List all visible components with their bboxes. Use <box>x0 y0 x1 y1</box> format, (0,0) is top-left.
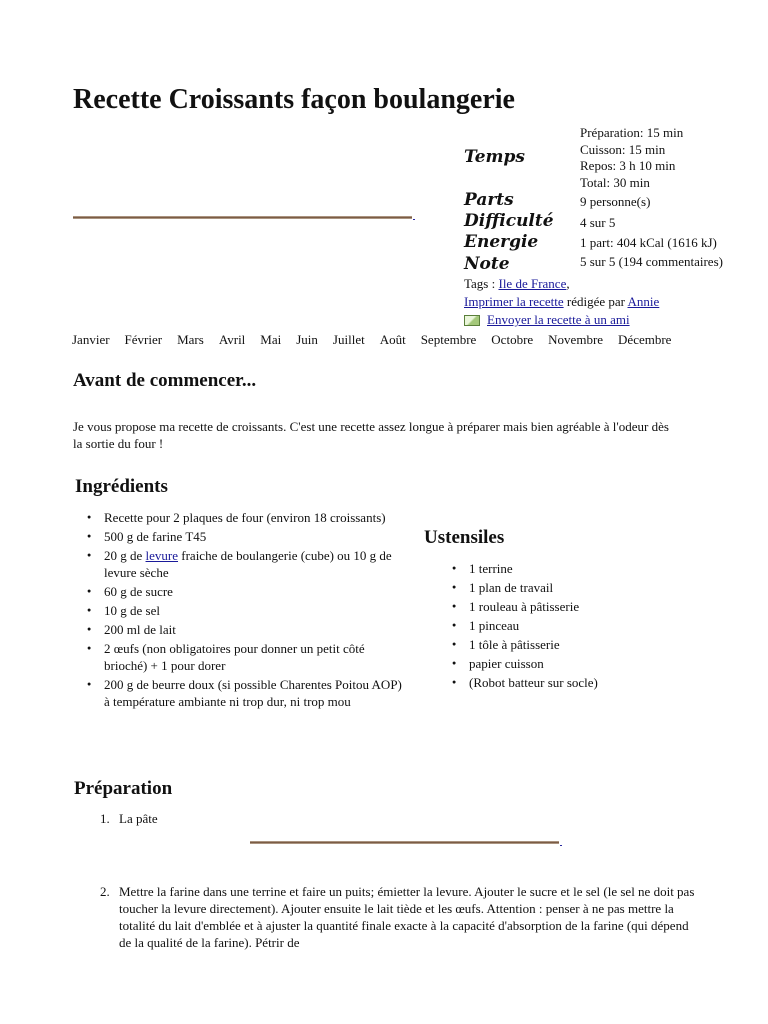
energie-value: 1 part: 404 kCal (1616 kJ) <box>580 235 717 250</box>
ustensiles-list-wrap <box>442 560 742 693</box>
note-value: 5 sur 5 (194 commentaires) <box>580 254 723 269</box>
email-icon[interactable] <box>464 315 480 326</box>
ustensile-item: ● 1 tôle à pâtisserie <box>442 636 742 653</box>
step-text: La pâte <box>119 811 158 826</box>
parts-value: 9 personne(s) <box>580 194 651 209</box>
page-title: Recette Croissants façon boulangerie <box>73 84 515 115</box>
ingredients-list-wrap <box>94 509 424 712</box>
preparation-heading: Préparation <box>74 778 173 799</box>
print-middle-text: rédigée par <box>563 294 628 309</box>
difficulte-label: Difficulté <box>464 211 554 231</box>
tag-link[interactable]: Ile de France <box>498 276 567 291</box>
ingredient-item <box>77 547 407 581</box>
ustensiles-heading: Ustensiles <box>424 527 505 548</box>
energie-label: Energie <box>464 232 539 252</box>
month-octobre[interactable]: Octobre <box>491 332 534 347</box>
email-friend-link[interactable]: Envoyer la recette à un ami <box>487 312 630 327</box>
parts-label: Parts <box>464 190 514 210</box>
temps-repos: Repos: 3 h 10 min <box>580 158 676 173</box>
step-image-link-tail[interactable] <box>560 845 562 846</box>
avant-heading: Avant de commencer... <box>73 370 257 391</box>
month-septembre[interactable]: Septembre <box>420 332 477 347</box>
month-decembre[interactable]: Décembre <box>618 332 672 347</box>
email-line <box>464 312 630 328</box>
temps-cuisson: Cuisson: 15 min <box>580 141 666 157</box>
levure-link[interactable]: levure <box>145 548 179 563</box>
ingredient-item: ● 500 g de farine T45 <box>77 528 407 545</box>
month-mai[interactable]: Mai <box>260 332 282 347</box>
tags-suffix: , <box>566 276 570 291</box>
recipe-image-placeholder <box>73 216 412 219</box>
author-link[interactable]: Annie <box>627 294 660 309</box>
ingredients-list <box>77 509 407 710</box>
ustensile-item: ● 1 rouleau à pâtisserie <box>442 598 742 615</box>
step-number: 2. <box>100 884 110 899</box>
month-fevrier[interactable]: Février <box>124 332 163 347</box>
avant-text: Je vous propose ma recette de croissants. C'est une recette assez longue à préparer mais bien agréable à l'odeur dès la sortie du four ! <box>73 419 669 451</box>
note-label: Note <box>464 254 510 274</box>
temps-label: Temps <box>464 147 525 167</box>
ingredient-item: ● 10 g de sel <box>77 602 407 619</box>
ingredient-item: ● 200 g de beurre doux (si possible Charentes Poitou AOP) à température ambiante ni trop dur, ni trop mou <box>77 676 407 710</box>
month-aout[interactable]: Août <box>379 332 406 347</box>
ingredients-heading: Ingrédients <box>75 476 168 497</box>
print-recipe-link[interactable]: Imprimer la recette <box>464 294 564 309</box>
ingredient-item: ● 2 œufs (non obligatoires pour donner un petit côté brioché) + 1 pour dorer <box>77 640 407 674</box>
print-line <box>464 294 659 310</box>
month-janvier[interactable]: Janvier <box>72 332 110 347</box>
tags-prefix: Tags : <box>464 276 499 291</box>
month-avril[interactable]: Avril <box>218 332 246 347</box>
step-number: 1. <box>100 811 110 826</box>
ustensile-item: ● 1 terrine <box>442 560 742 577</box>
ingredient-item: ● 200 ml de lait <box>77 621 407 638</box>
ustensiles-list <box>442 560 742 691</box>
month-juin[interactable]: Juin <box>296 332 318 347</box>
month-novembre[interactable]: Novembre <box>548 332 604 347</box>
step-image-placeholder <box>250 841 559 844</box>
ustensile-item: ● 1 pinceau <box>442 617 742 634</box>
step-text: Mettre la farine dans une terrine et faire un puits; émietter la levure. Ajouter le sucre et le sel (le sel ne doit pas toucher la levure directement). Ajouter ensuite le lait tiède et les œufs. Attention : penser à ne pas mettre la totalité du lait d'emblée et à ajuster la quantité finale exacte à la capacité d'absorption de la farine (qui dépend de la qualité de la farine). Pétrir de <box>119 884 695 950</box>
month-mars[interactable]: Mars <box>177 332 204 347</box>
month-juillet[interactable]: Juillet <box>332 332 365 347</box>
ustensile-item: ● papier cuisson <box>442 655 742 672</box>
temps-total: Total: 30 min <box>580 174 650 190</box>
ingredient-item: ● Recette pour 2 plaques de four (environ 18 croissants) <box>77 509 407 526</box>
ingredient-text: 20 g de <box>104 548 146 563</box>
ingredient-text: fraiche de boulangerie (cube) ou 10 g de levure sèche <box>104 548 392 580</box>
tags-line <box>464 276 570 292</box>
image-link-tail[interactable] <box>413 219 415 220</box>
temps-preparation: Préparation: 15 min <box>580 125 684 140</box>
ustensile-item: ● 1 plan de travail <box>442 579 742 596</box>
difficulte-value: 4 sur 5 <box>580 215 616 230</box>
ustensile-item: ● (Robot batteur sur socle) <box>442 674 742 691</box>
months-nav <box>72 332 686 348</box>
temps-values <box>580 125 683 191</box>
ingredient-item: ● 60 g de sucre <box>77 583 407 600</box>
